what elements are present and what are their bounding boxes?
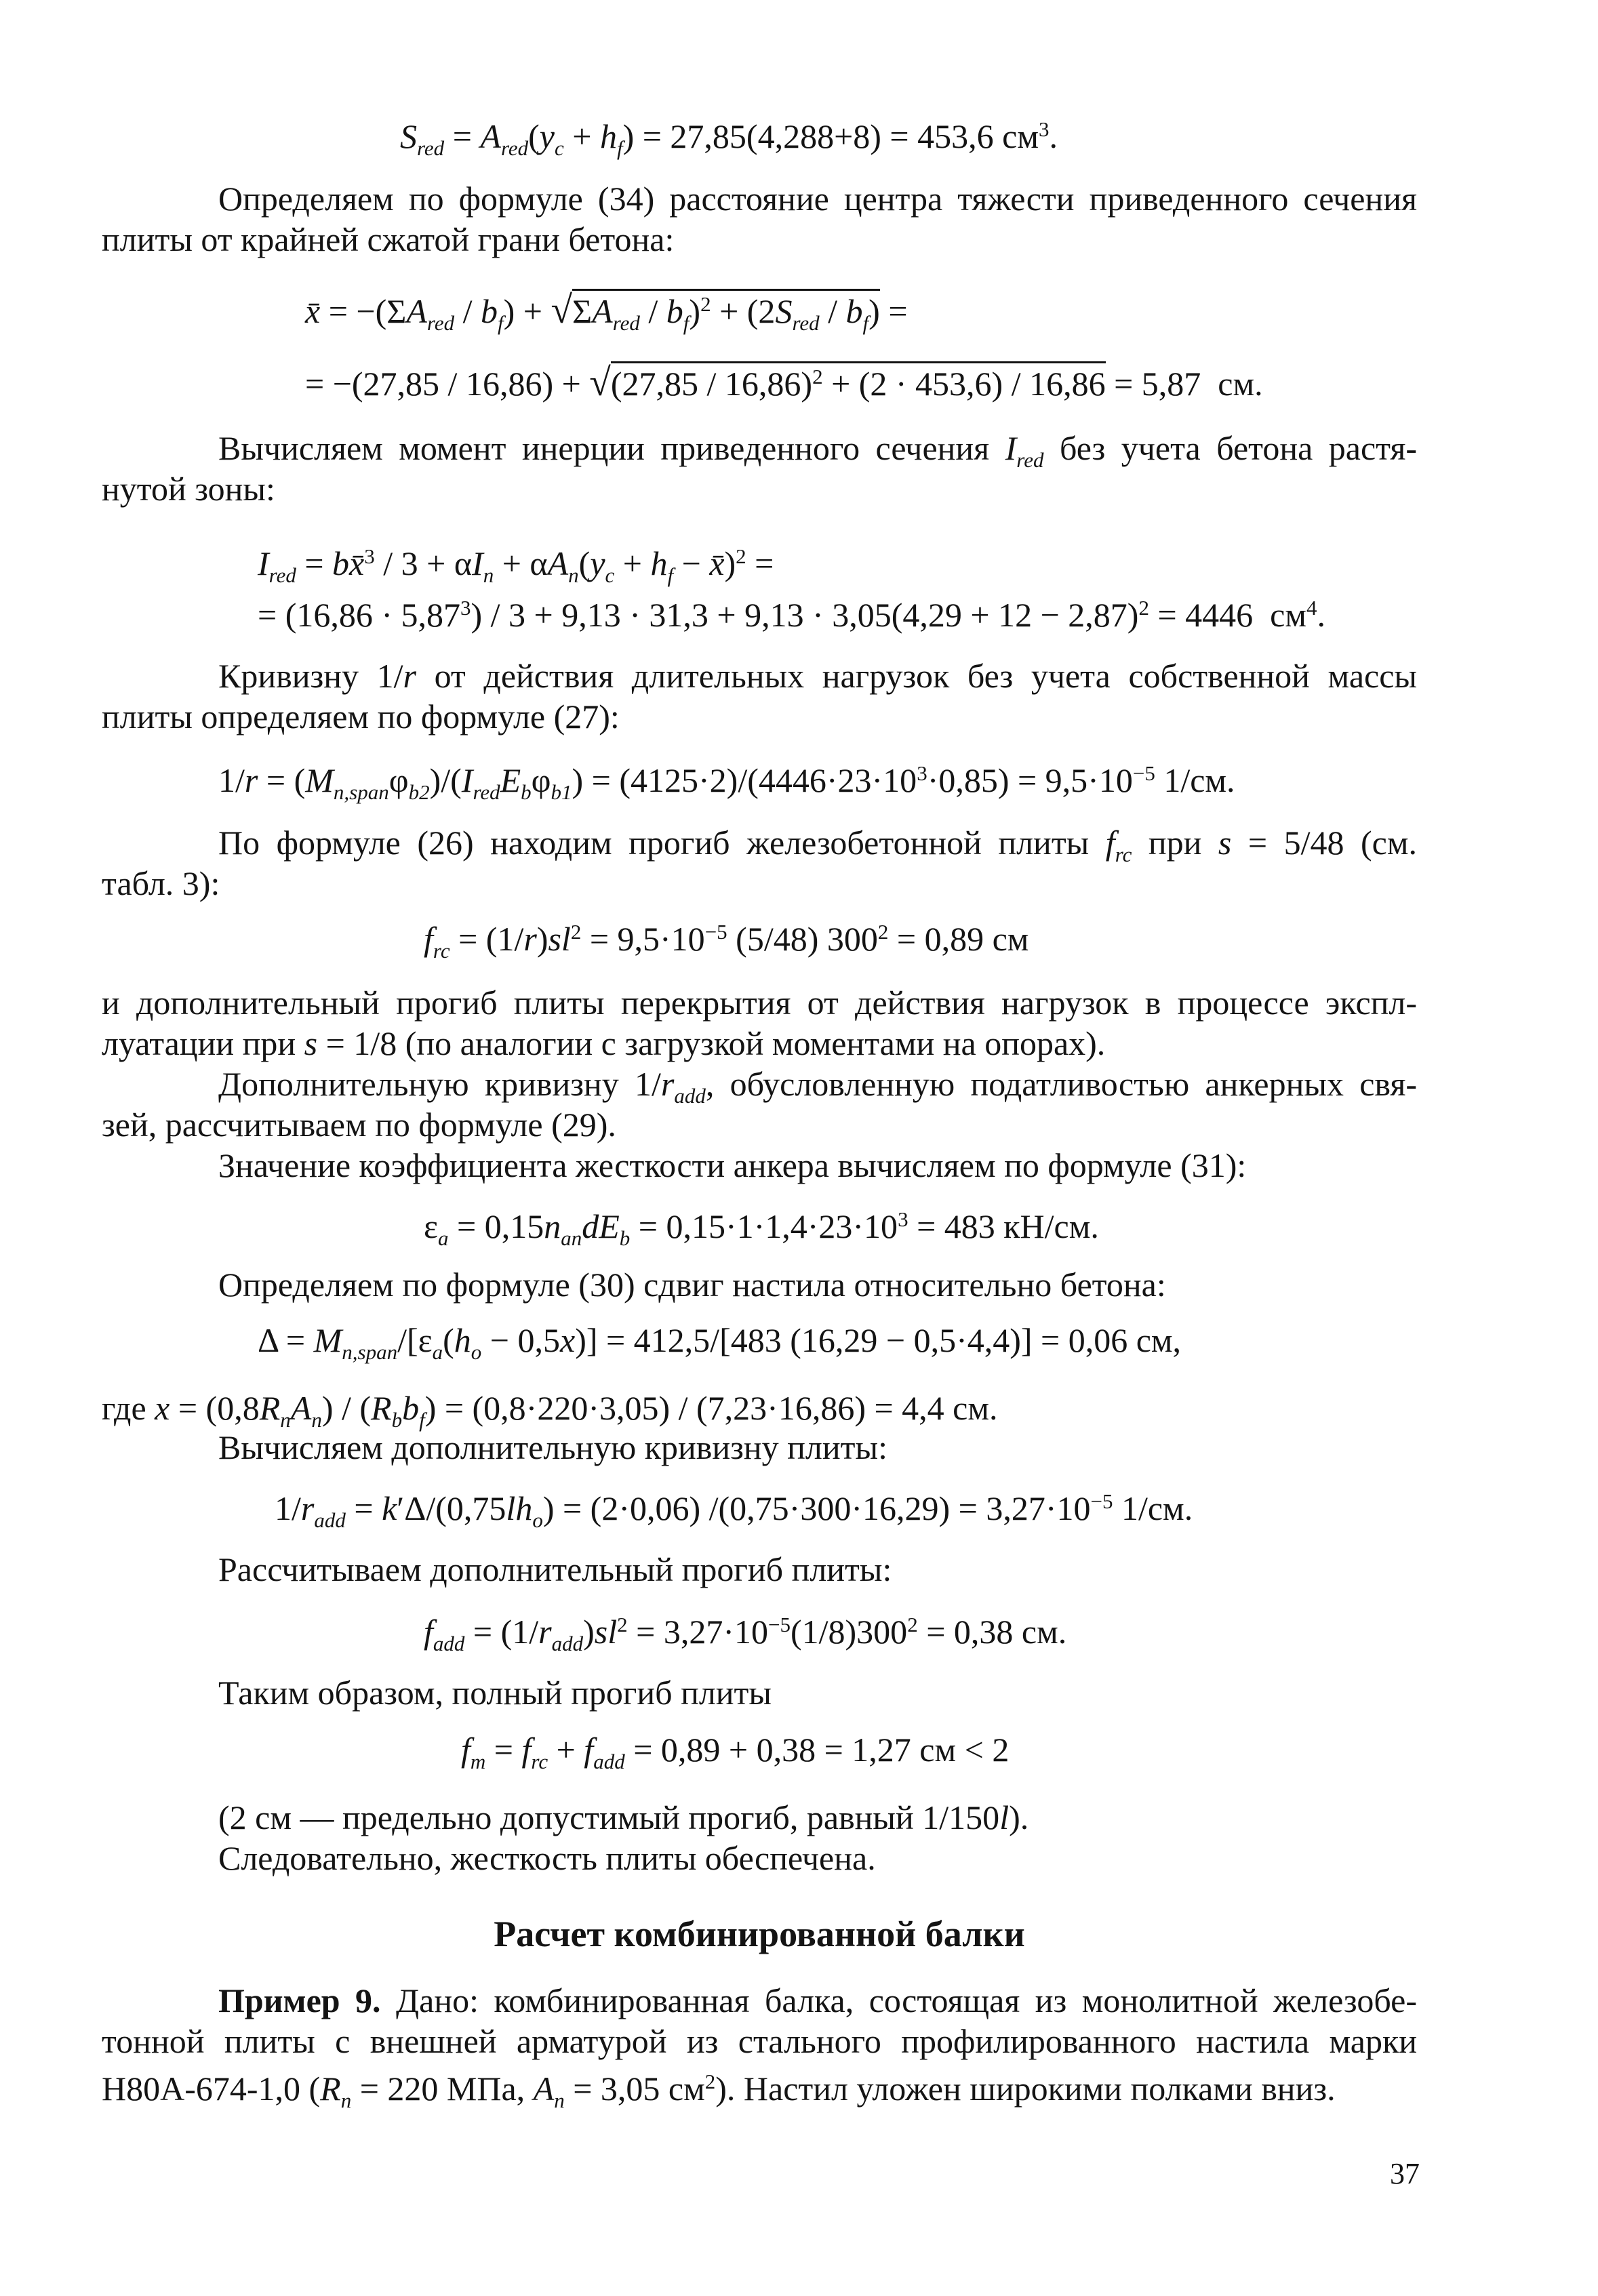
paragraph-line: (2 см — предельно допустимый прогиб, равный 1/150l). [218,1798,1029,1836]
paragraph-line: и дополнительный прогиб плиты перекрытия от действия нагрузок в процессе экспл- [102,984,1417,1022]
formula-i-red-general: $I_{red}$ = bx̄$^3$ / $3 + \alpha I_n + \alpha A_n(y_c + h_f$ − x̄)$^2$ = [258,544,774,587]
paragraph-line: Определяем по формуле (30) сдвиг настила относительно бетона: [218,1266,1166,1304]
formula-x-bar-general: x̄ = $-(\Sigma A_{red} / b_f) + √\Sigma A_{red} / b_f)^2 + (2S_{red} / b_f)$ = [305,289,908,335]
example-line [218,1979,1417,2021]
paragraph-line: Значение коэффициента жесткости анкера вычисляем по формуле (31): [218,1146,1247,1184]
paragraph-line: Кривизну 1/r от действия длительных нагрузок без учета собственной массы [218,657,1417,695]
paragraph-line: Определяем по формуле (34) расстояние центра тяжести приведенного сечения [218,180,1417,218]
paragraph-line: Вычисляем дополнительную кривизну плиты: [218,1428,887,1466]
example-label: Пример 9. [218,1981,381,2019]
formula-curvature: $1/r = (M_{n,span}\varphi_{b2})/(I_{red}E_b\varphi_{b1}) = (4125\cdot 2)/(4446\cdot 23\cdot 10^3\cdot 0,85) = 9,5\cdot 10^{-5}$ 1/см. [218,761,1235,804]
paragraph-line: Таким образом, полный прогиб плиты [218,1674,772,1712]
paragraph-line: нутой зоны: [102,470,275,508]
example-line: Н80А-674-1,0 ($R_n = 220$ МПа, $A_n = 3,05$ $см^2$). Настил уложен широкими полками вниз. [102,2070,1336,2112]
formula-i-red-numeric: = $(16,86 \cdot 5,87^3) / 3 + 9,13 \cdot 31,3 + 9,13 \cdot 3,05(4,29 + 12 - 2,87)^2 = 4446$ $см^4$. [258,596,1325,635]
paragraph-line: плиты определяем по формуле (27): [102,698,620,736]
paragraph-line: луатации при s = 1/8 (по аналогии с загрузкой моментами на опорах). [102,1024,1106,1062]
formula-f-total: $f_m = f_{rc} + f_{add} = 0,89 + 0,38 = 1,27$ см < 2 [461,1731,1010,1773]
formula-anchor-stiffness: $\varepsilon_a = 0,15n_{an}dE_b = 0,15\cdot 1\cdot 1,4\cdot 23\cdot 10^3 = 483$ кН/см. [424,1207,1099,1250]
formula-where-x: где $x = (0,8R_nA_n) / (R_bb_f) = (0,8\cdot 220\cdot 3,05) / (7,23\cdot 16,86) = 4,4$ см. [102,1389,998,1432]
example-text: Дано: комбинированная балка, состоящая из монолитной железобе- [380,1981,1417,2019]
paragraph-line: табл. 3): [102,864,220,902]
example-line: тонной плиты с внешней арматурой из стального профилированного настила марки [102,2022,1417,2060]
formula-shift: $\Delta = M_{n,span}/[\varepsilon_a(h_o - 0,5x)] = 412,5/[483$ (16,29 − 0,5·4,4)] = 0,06 см, [258,1321,1182,1364]
formula-x-bar-numeric: = −(27,85 / 16,86) + √(27,85 / 16,86)$^2$ + (2 · 453,6) / 16,86 = 5,87 см. [305,361,1263,405]
section-heading: Расчет комбинированной балки [494,1914,1025,1954]
formula-f-rc: $f_{rc} = (1/r)sl^2 = 9,5\cdot 10^{-5}$ (5/48) $300^2 = 0,89$ см [424,920,1029,963]
paragraph-line: плиты от крайней сжатой грани бетона: [102,220,675,258]
paragraph-line: Дополнительную кривизну $1/r_{add}$, обусловленную податливостью анкерных свя- [218,1065,1417,1108]
paragraph-line: Следовательно, жесткость плиты обеспечена. [218,1839,876,1877]
page-number: 37 [1390,2157,1420,2190]
formula-f-add: $f_{add} = (1/r_{add})sl^2 = 3,27\cdot 10^{-5}(1/8)300^2 = 0,38$ см. [424,1613,1067,1655]
paragraph-line: Вычисляем момент инерции приведенного сечения $I_{red}$ без учета бетона растя- [218,429,1418,472]
formula-additional-curvature: $1/r_{add} = k'\Delta/(0,75lh_o) = (2\cdot 0,06) /(0,75\cdot 300\cdot 16,29) = 3,27\cdot 10^{-5}$ 1/см. [275,1489,1193,1532]
paragraph-line: По формуле (26) находим прогиб железобетонной плиты $f_{rc}$ при s = 5/48 (см. [218,824,1418,866]
formula-s-red: $S_{red} = A_{red}(y_c + h_f) = 27,85(4,288+8) = 453,6$ $см^3$. [400,117,1058,160]
paragraph-line: зей, рассчитываем по формуле (29). [102,1106,616,1144]
paragraph-line: Рассчитываем дополнительный прогиб плиты: [218,1550,892,1588]
